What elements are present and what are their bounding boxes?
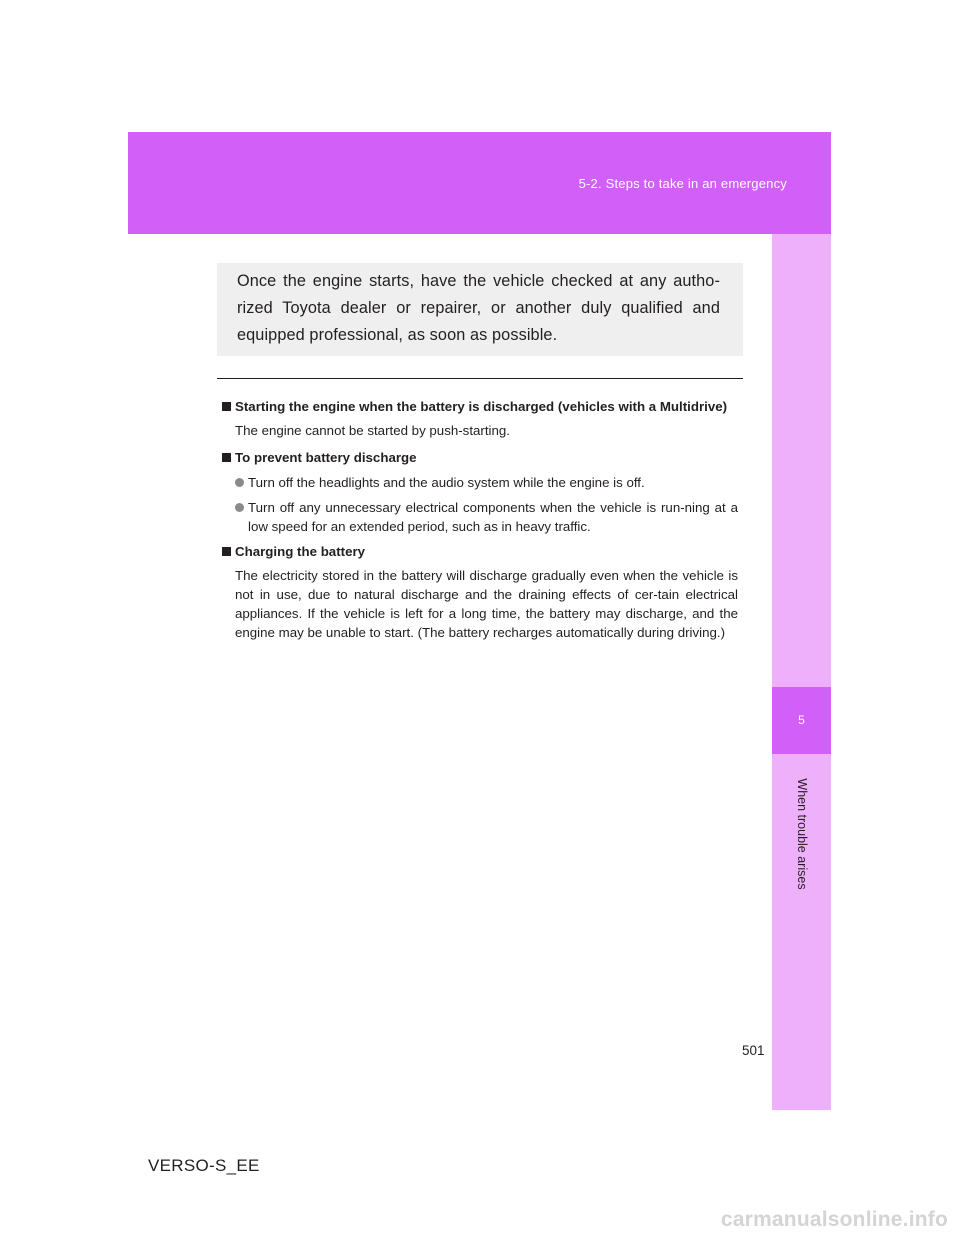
section-prevent-discharge <box>222 448 738 536</box>
page-content <box>222 397 738 650</box>
notice-box <box>217 263 743 356</box>
section-heading-text: To prevent battery discharge <box>235 450 417 465</box>
watermark: carmanualsonline.info <box>720 1208 948 1231</box>
list-item <box>235 473 738 492</box>
document-code: VERSO-S_EE <box>148 1156 260 1175</box>
chapter-side-label <box>772 760 831 894</box>
section-heading <box>222 397 738 416</box>
list-item-text: Turn off any unnecessary electrical components when the vehicle is run-ning at a low speed for an extended period, such as in heavy traffic. <box>248 500 738 534</box>
section-heading <box>222 542 738 561</box>
page-number: 501 <box>742 1043 765 1058</box>
section-divider <box>217 378 743 379</box>
notice-text: Once the engine starts, have the vehicle checked at any autho-rized Toyota dealer or repairer, or another duly qualified and equipped professional, as soon as possible. <box>237 272 720 344</box>
chapter-title: When trouble arises <box>794 778 809 890</box>
square-bullet-icon <box>222 547 231 556</box>
section-heading-text: Starting the engine when the battery is discharged (vehicles with a Multidrive) <box>235 399 728 414</box>
section-paragraph: The engine cannot be started by push-starting. <box>235 423 510 438</box>
square-bullet-icon <box>222 402 231 411</box>
list-item <box>235 498 738 536</box>
section-heading-text: Charging the battery <box>235 544 366 559</box>
section-title: 5-2. Steps to take in an emergency <box>578 176 787 191</box>
chapter-header-band <box>128 132 831 234</box>
square-bullet-icon <box>222 453 231 462</box>
chapter-number: 5 <box>798 713 805 727</box>
list-item-text: Turn off the headlights and the audio system while the engine is off. <box>248 475 645 490</box>
chapter-tab[interactable] <box>772 687 831 754</box>
chapter-side-strip <box>772 234 831 1110</box>
section-charging <box>222 542 738 642</box>
section-push-starting <box>222 397 738 440</box>
round-bullet-icon <box>235 478 244 487</box>
round-bullet-icon <box>235 503 244 512</box>
section-heading <box>222 448 738 467</box>
section-paragraph: The electricity stored in the battery will discharge gradually even when the vehicle is not in use, due to natural discharge and the draining effects of cer-tain electrical appliances. If the vehicle is left for a long time, the battery may discharge, and the engine may be unable to start. (The battery recharges automatically during driving.) <box>235 568 738 640</box>
